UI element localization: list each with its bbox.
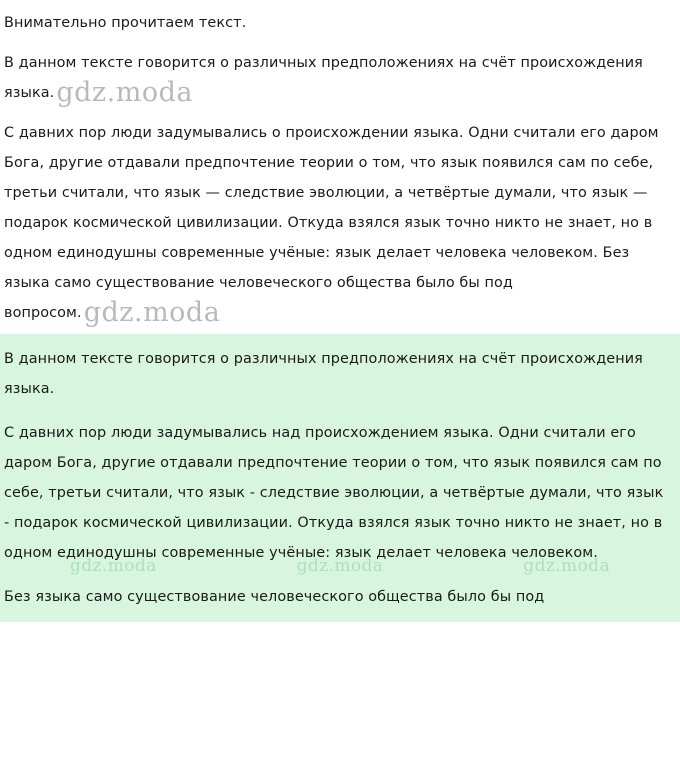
answer-paragraph-1-text: В данном тексте говорится о различных предположениях на счёт происхождения языка. — [4, 351, 643, 397]
original-text-section — [0, 0, 680, 334]
watermark-text: gdz.moda — [296, 556, 384, 576]
answer-paragraph-2 — [4, 418, 672, 568]
answer-body — [4, 344, 672, 612]
paragraph-body — [4, 118, 672, 328]
paragraph-body-text: С давних пор люди задумывались о происхождении языка. Одни считали его даром Бога, другие отдавали предпочтение теории о том, что язык появился сам по себе, третьи считали, что язык — следствие эволюции, а четвёртые думали, что язык — подарок космической цивилизации. Откуда взялся язык точно никто не знает, но в одном единодушны современные учёные: язык делает человека человеком. Без языка само существование человеческого общества было бы под вопросом. — [4, 125, 659, 321]
answer-paragraph-3-text: Без языка само существование человеческого общества было бы под — [4, 589, 545, 605]
answer-paragraph-3 — [4, 582, 672, 612]
paragraph-summary — [4, 48, 672, 108]
watermark-text: gdz.moda — [69, 556, 157, 576]
watermark-text: gdz.moda — [523, 556, 610, 576]
paragraph-summary-text: В данном тексте говорится о различных предположениях на счёт происхождения языка. — [4, 55, 643, 101]
answer-paragraph-1 — [4, 344, 672, 404]
paragraph-intro — [4, 8, 672, 38]
answer-paragraph-2-text: С давних пор люди задумывались над происхождением языка. Одни считали его даром Бога, другие отдавали предпочтение теории о том, что язык появился сам по себе, третьи считали, что язык - следствие эволюции, а четвёртые думали, что язык - подарок космической цивилизации. Откуда взялся язык точно никто не знает, но в одном единодушны современные учёные: язык делает человека человеком. — [4, 425, 664, 561]
paragraph-intro-text: Внимательно прочитаем текст. — [4, 15, 247, 31]
watermark-text: gdz.moda — [56, 77, 193, 108]
watermark-text: gdz.moda — [83, 297, 221, 328]
answer-section — [0, 334, 680, 622]
